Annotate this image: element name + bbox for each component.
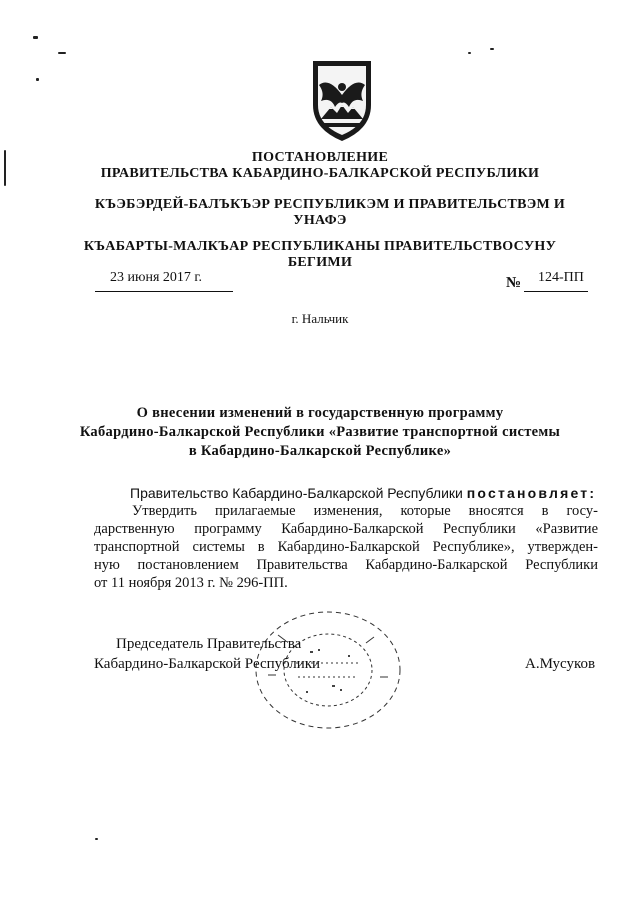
coat-of-arms-icon: [307, 55, 377, 145]
signatory-position-line-2: Кабардино-Балкарской Республики: [94, 656, 321, 672]
scan-speck: [36, 78, 39, 81]
subject-line-2: Кабардино-Балкарской Республики «Развитие транспортной системы: [79, 424, 561, 440]
signatory-position-line-1: Председатель Правительства: [116, 636, 302, 652]
subject-line-3: в Кабардино-Балкарской Республике»: [188, 443, 452, 459]
scan-speck: [490, 48, 494, 50]
number-sign: №: [506, 275, 522, 291]
signatory-name: А.Мусуков: [525, 656, 596, 672]
body-line-5: от 11 ноября 2013 г. № 296-ПП.: [94, 575, 288, 591]
subject-line-1: О внесении изменений в государственную программу: [136, 405, 504, 421]
body-line-1: Утвердить прилагаемые изменения, которые вносятся в госу-: [132, 503, 598, 519]
issuer-line-balkar-1: КЪАБАРТЫ-МАЛКЪАР РЕСПУБЛИКАНЫ ПРАВИТЕЛЬСТВОСУНУ: [83, 239, 557, 254]
decree-intro-text: Правительство Кабардино-Балкарской Республики: [130, 485, 463, 501]
date-underline: [95, 291, 233, 292]
body-line-3: транспортной системы в Кабардино-Балкарской Республике», утвержден-: [94, 539, 598, 555]
body-line-2: дарственную программу Кабардино-Балкарской Республики «Развитие: [94, 521, 598, 537]
issuer-line-balkar-2: БЕГИМИ: [287, 255, 353, 270]
decree-number: 124-ПП: [538, 270, 584, 285]
body-line-4: ную постановлением Правительства Кабардино-Балкарской Республики: [94, 557, 598, 573]
scan-speck: [95, 838, 98, 840]
scan-speck: [33, 36, 38, 39]
decree-word: постановляет:: [466, 485, 597, 501]
issuer-line-russian: ПРАВИТЕЛЬСТВА КАБАРДИНО-БАЛКАРСКОЙ РЕСПУБЛИКИ: [100, 166, 540, 181]
document-type-title: ПОСТАНОВЛЕНИЕ: [251, 150, 389, 165]
city-name: г. Нальчик: [291, 311, 349, 326]
scan-speck: [58, 52, 66, 54]
decree-date: 23 июня 2017 г.: [110, 270, 203, 285]
decree-intro: [130, 484, 596, 502]
issuer-line-kabardian-1: КЪЭБЭРДЕЙ-БАЛЪКЪЭР РЕСПУБЛИКЭМ И ПРАВИТЕЛЬСТВЭМ И: [94, 197, 566, 212]
scan-edge-mark: [4, 150, 6, 186]
scan-speck: [468, 52, 471, 54]
number-underline: [524, 291, 588, 292]
issuer-line-kabardian-2: УНАФЭ: [293, 213, 347, 228]
